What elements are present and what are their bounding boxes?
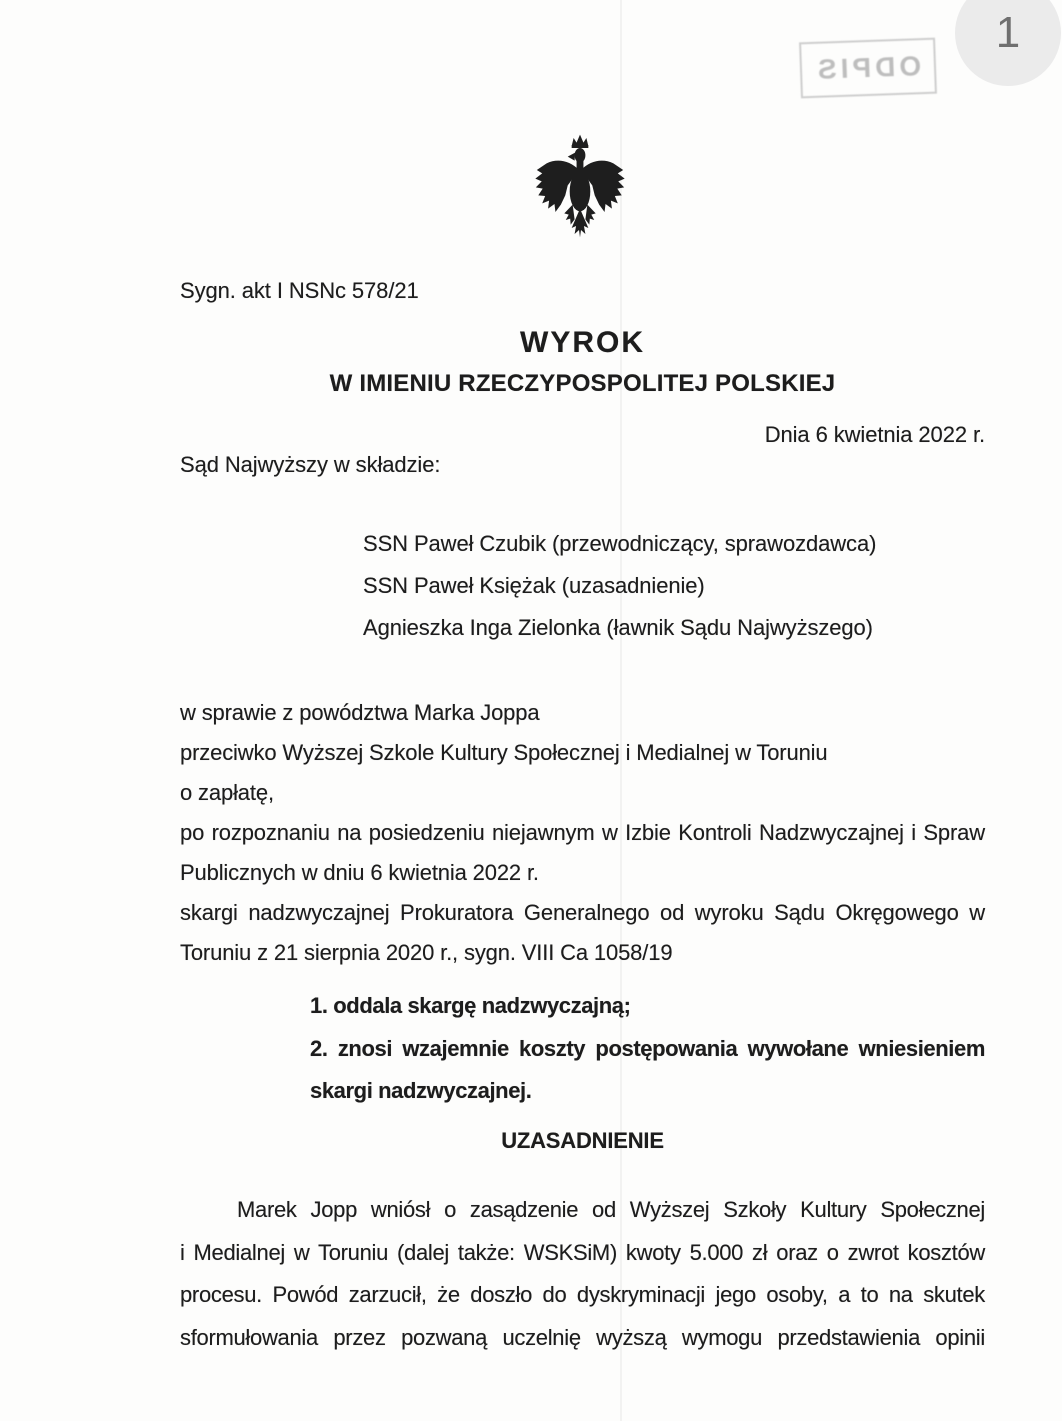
case-description — [180, 700, 985, 980]
case-description-line: w sprawie z powództwa Marka Joppa — [180, 700, 540, 725]
justification-heading: UZASADNIENIE — [501, 1128, 664, 1153]
case-description-line: o zapłatę, — [180, 780, 274, 805]
case-description-line: przeciwko Wyższej Szkole Kultury Społecznej i Medialnej w Toruniu — [180, 740, 828, 765]
case-description-line: skargi nadzwyczajnej Prokuratora Generalnego od wyroku Sądu Okręgowego w — [180, 900, 985, 925]
page-number: 1 — [995, 8, 1021, 57]
justification-line: i Medialnej w Toruniu (dalej także: WSKSiM) kwoty 5.000 zł oraz o zwrot kosztów — [180, 1239, 985, 1265]
case-description-line: Toruniu z 21 sierpnia 2020 r., sygn. VIII Ca 1058/19 — [180, 940, 673, 965]
odpis-stamp-text: ODPIS — [813, 50, 923, 85]
judgment-date: Dnia 6 kwietnia 2022 r. — [764, 422, 985, 447]
judgment-title: WYROK — [520, 326, 645, 359]
ruling-line: 2. znosi wzajemnie koszty postępowania wywołane wniesieniem — [310, 1035, 985, 1061]
case-description-line: Publicznych w dniu 6 kwietnia 2022 r. — [180, 860, 539, 885]
justification-line: procesu. Powód zarzucił, że doszło do dyskryminacji jego osoby, a to na skutek — [180, 1282, 985, 1307]
justification-paragraph — [180, 1197, 985, 1367]
odpis-stamp — [799, 38, 937, 99]
case-description-line: po rozpoznaniu na posiedzeniu niejawnym w Izbie Kontroli Nadzwyczajnej i Spraw — [180, 820, 985, 845]
ruling-line: 1. oddala skargę nadzwyczajną; — [310, 993, 631, 1018]
judgment-subtitle: W IMIENIU RZECZYPOSPOLITEJ POLSKIEJ — [329, 370, 836, 397]
page-number-badge — [955, 0, 1061, 86]
polish-eagle-emblem — [526, 130, 634, 250]
panel-member: Agnieszka Inga Zielonka (ławnik Sądu Najwyższego) — [363, 615, 873, 640]
ruling — [310, 993, 985, 1121]
court-composition-intro: Sąd Najwyższy w składzie: — [180, 452, 441, 477]
panel-list — [180, 531, 985, 657]
panel-member: SSN Paweł Księżak (uzasadnienie) — [363, 573, 705, 598]
justification-line: Marek Jopp wniósł o zasądzenie od Wyższej Szkoły Kultury Społecznej — [237, 1197, 985, 1222]
polish-eagle-icon — [526, 130, 634, 250]
justification-line: sformułowania przez pozwaną uczelnię wyższą wymogu przedstawienia opinii — [180, 1324, 985, 1350]
panel-member: SSN Paweł Czubik (przewodniczący, sprawozdawca) — [363, 531, 877, 556]
ruling-line: skargi nadzwyczajnej. — [310, 1078, 532, 1103]
case-reference: Sygn. akt I NSNc 578/21 — [180, 278, 419, 303]
